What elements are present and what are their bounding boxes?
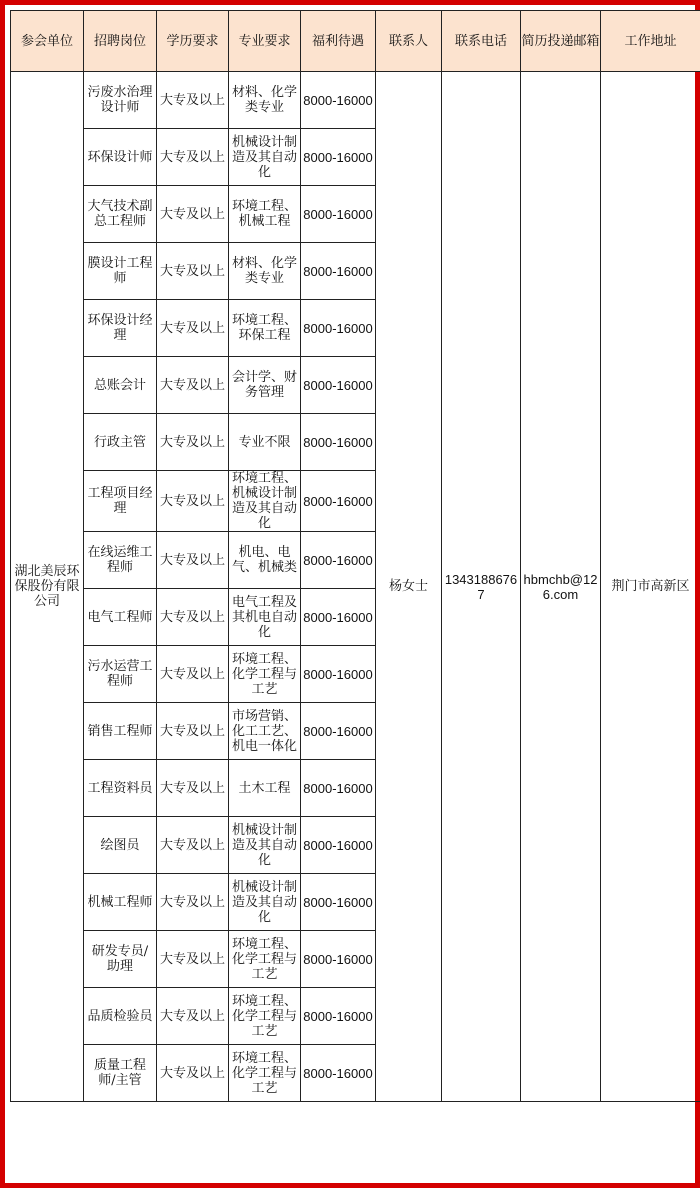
position-cell: 环保设计师	[84, 129, 157, 186]
salary-cell: 8000-16000	[301, 646, 376, 703]
salary-cell: 8000-16000	[301, 589, 376, 646]
header-contact: 联系人	[376, 11, 442, 72]
header-salary: 福利待遇	[301, 11, 376, 72]
salary-cell: 8000-16000	[301, 414, 376, 471]
education-cell: 大专及以上	[157, 1045, 229, 1102]
position-cell: 工程项目经理	[84, 471, 157, 532]
position-cell: 大气技术副总工程师	[84, 186, 157, 243]
position-cell: 研发专员/助理	[84, 931, 157, 988]
major-cell: 专业不限	[229, 414, 301, 471]
salary-cell: 8000-16000	[301, 760, 376, 817]
education-cell: 大专及以上	[157, 589, 229, 646]
position-cell: 销售工程师	[84, 703, 157, 760]
salary-cell: 8000-16000	[301, 532, 376, 589]
position-cell: 环保设计经理	[84, 300, 157, 357]
major-cell: 环境工程、化学工程与工艺	[229, 988, 301, 1045]
header-company: 参会单位	[11, 11, 84, 72]
education-cell: 大专及以上	[157, 988, 229, 1045]
major-cell: 会计学、财务管理	[229, 357, 301, 414]
salary-cell: 8000-16000	[301, 874, 376, 931]
header-education: 学历要求	[157, 11, 229, 72]
salary-cell: 8000-16000	[301, 703, 376, 760]
education-cell: 大专及以上	[157, 414, 229, 471]
company-cell: 湖北美辰环保股份有限公司	[11, 72, 84, 1102]
education-cell: 大专及以上	[157, 357, 229, 414]
major-cell: 环境工程、环保工程	[229, 300, 301, 357]
salary-cell: 8000-16000	[301, 300, 376, 357]
salary-cell: 8000-16000	[301, 129, 376, 186]
education-cell: 大专及以上	[157, 874, 229, 931]
position-cell: 绘图员	[84, 817, 157, 874]
position-cell: 电气工程师	[84, 589, 157, 646]
header-major: 专业要求	[229, 11, 301, 72]
education-cell: 大专及以上	[157, 72, 229, 129]
header-phone: 联系电话	[442, 11, 521, 72]
salary-cell: 8000-16000	[301, 72, 376, 129]
education-cell: 大专及以上	[157, 817, 229, 874]
position-cell: 工程资料员	[84, 760, 157, 817]
education-cell: 大专及以上	[157, 471, 229, 532]
major-cell: 电气工程及其机电自动化	[229, 589, 301, 646]
salary-cell: 8000-16000	[301, 357, 376, 414]
salary-cell: 8000-16000	[301, 817, 376, 874]
header-position: 招聘岗位	[84, 11, 157, 72]
phone-cell: 13431886767	[442, 72, 521, 1102]
header-address: 工作地址	[601, 11, 700, 72]
major-cell: 材料、化学类专业	[229, 243, 301, 300]
table-body	[11, 72, 700, 1102]
education-cell: 大专及以上	[157, 532, 229, 589]
table-row	[11, 72, 700, 129]
header-row	[11, 11, 700, 72]
education-cell: 大专及以上	[157, 129, 229, 186]
education-cell: 大专及以上	[157, 300, 229, 357]
major-cell: 机电、电气、机械类	[229, 532, 301, 589]
position-cell: 质量工程师/主管	[84, 1045, 157, 1102]
position-cell: 在线运维工程师	[84, 532, 157, 589]
major-cell: 材料、化学类专业	[229, 72, 301, 129]
major-cell: 市场营销、化工工艺、机电一体化	[229, 703, 301, 760]
salary-cell: 8000-16000	[301, 988, 376, 1045]
major-cell: 机械设计制造及其自动化	[229, 129, 301, 186]
major-cell: 机械设计制造及其自动化	[229, 874, 301, 931]
contact-cell: 杨女士	[376, 72, 442, 1102]
email-cell: hbmchb@126.com	[521, 72, 601, 1102]
address-cell: 荆门市高新区	[601, 72, 700, 1102]
position-cell: 污水运营工程师	[84, 646, 157, 703]
header-email: 简历投递邮箱	[521, 11, 601, 72]
major-cell: 环境工程、化学工程与工艺	[229, 1045, 301, 1102]
major-cell: 土木工程	[229, 760, 301, 817]
salary-cell: 8000-16000	[301, 931, 376, 988]
education-cell: 大专及以上	[157, 646, 229, 703]
salary-cell: 8000-16000	[301, 471, 376, 532]
education-cell: 大专及以上	[157, 760, 229, 817]
major-cell: 机械设计制造及其自动化	[229, 817, 301, 874]
salary-cell: 8000-16000	[301, 1045, 376, 1102]
education-cell: 大专及以上	[157, 703, 229, 760]
position-cell: 膜设计工程师	[84, 243, 157, 300]
education-cell: 大专及以上	[157, 931, 229, 988]
education-cell: 大专及以上	[157, 243, 229, 300]
major-cell: 环境工程、机械工程	[229, 186, 301, 243]
salary-cell: 8000-16000	[301, 186, 376, 243]
major-cell: 环境工程、化学工程与工艺	[229, 931, 301, 988]
recruitment-table	[10, 10, 700, 1102]
education-cell: 大专及以上	[157, 186, 229, 243]
major-cell: 环境工程、机械设计制造及其自动化	[229, 471, 301, 532]
major-cell: 环境工程、化学工程与工艺	[229, 646, 301, 703]
position-cell: 总账会计	[84, 357, 157, 414]
position-cell: 品质检验员	[84, 988, 157, 1045]
position-cell: 行政主管	[84, 414, 157, 471]
position-cell: 污废水治理设计师	[84, 72, 157, 129]
position-cell: 机械工程师	[84, 874, 157, 931]
salary-cell: 8000-16000	[301, 243, 376, 300]
